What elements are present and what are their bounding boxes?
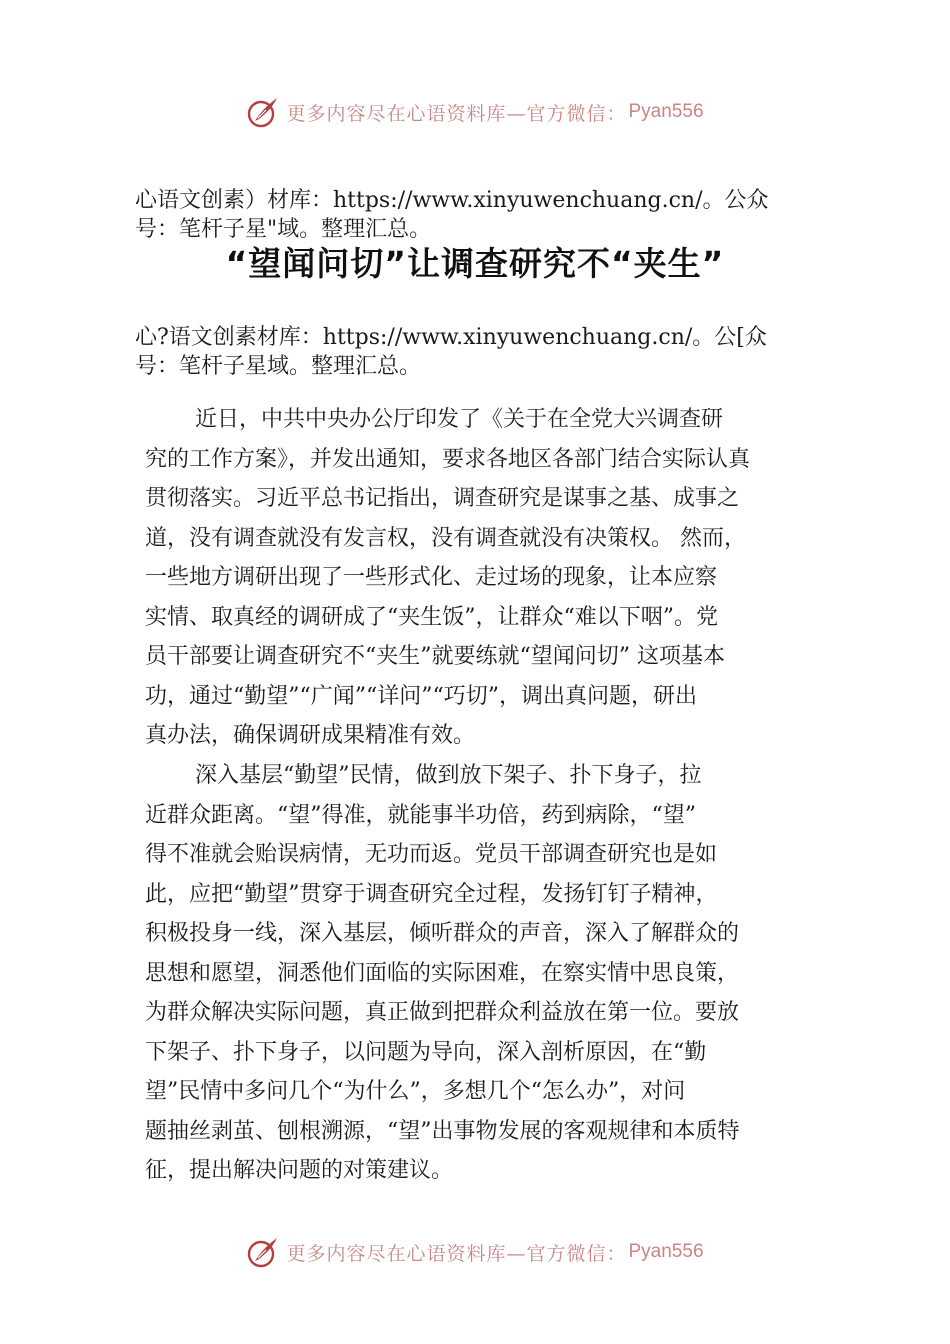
paragraph-line: 员干部要让调查研究不“夹生”就要练就“望闻问切” 这项基本 [145, 644, 725, 669]
source-note-1 [135, 186, 835, 244]
paragraph-line: 征，提出解决问题的对策建议。 [145, 1158, 454, 1183]
paragraph-line: 积极投身一线，深入基层，倾听群众的声音，深入了解群众的 [145, 921, 740, 946]
paragraph-line: 道，没有调查就没有发言权，没有调查就没有决策权。 然而， [145, 525, 746, 551]
quill-logo-icon [246, 95, 280, 129]
paragraph-line: 得不准就会贻误病情，无功而返。党员干部调查研究也是如 [145, 842, 718, 867]
paragraph-1 [145, 400, 825, 756]
paragraph-line: 此，应把“勤望”贯穿于调查研究全过程，发扬钉钉子精神， [145, 881, 718, 907]
source-note-line: 号：笔杆子星"域。整理汇总。 [135, 217, 432, 242]
source-note-line: 心语文创素）材库：https://www.xinyuwenchuang.cn/。公众 [135, 188, 769, 213]
paragraph-line: 近日，中共中央办公厅印发了《关于在全党大兴调查研 [195, 407, 724, 432]
article-title: “望闻问切”让调查研究不“夹生” [225, 244, 725, 283]
paragraph-line: 贯彻落实。习近平总书记指出，调查研究是谋事之基、成事之 [145, 486, 740, 511]
source-note-line: 心?语文创素材库：https://www.xinyuwenchuang.cn/。公[众 [135, 325, 767, 350]
footer-watermark [0, 1232, 950, 1272]
paragraph-line: 深入基层“勤望”民情，做到放下架子、扑下身子，拉 [195, 763, 702, 788]
watermark-wechat-id: Pyan556 [628, 1241, 704, 1262]
paragraph-line: 真办法，确保调研成果精准有效。 [145, 723, 476, 748]
paragraph-line: 实情、取真经的调研成了“夹生饭”，让群众“难以下咽”。党 [145, 604, 718, 630]
source-note-line: 号：笔杆子星域。整理汇总。 [135, 354, 422, 379]
paragraph-line: 近群众距离。“望”得准，就能事半功倍，药到病除，“望” [145, 802, 696, 828]
watermark-text: 更多内容尽在心语资料库—官方微信： [286, 1242, 627, 1265]
paragraph-line: 一些地方调研出现了一些形式化、走过场的现象，让本应察 [145, 565, 718, 590]
watermark-wechat-id: Pyan556 [628, 101, 704, 122]
paragraph-line: 下架子、扑下身子，以问题为导向，深入剖析原因，在“勤 [145, 1039, 707, 1065]
paragraph-line: 究的工作方案》，并发出通知，要求各地区各部门结合实际认真 [145, 446, 751, 472]
quill-logo-icon [246, 1235, 280, 1269]
paragraph-line: 题抽丝剥茧、刨根溯源，“望”出事物发展的客观规律和本质特 [145, 1118, 740, 1144]
paragraph-line: 望”民情中多问几个“为什么”，多想几个“怎么办”，对问 [145, 1079, 686, 1104]
watermark-text: 更多内容尽在心语资料库—官方微信： [286, 102, 627, 125]
paragraph-line: 功，通过“勤望”“广闻”“详问”“巧切”，调出真问题，研出 [145, 683, 697, 709]
source-note-2 [135, 323, 835, 381]
paragraph-2 [145, 756, 825, 1191]
paragraph-line: 思想和愿望，洞悉他们面临的实际困难，在察实情中思良策， [145, 960, 740, 986]
header-watermark [0, 92, 950, 132]
paragraph-line: 为群众解决实际问题，真正做到把群众利益放在第一位。要放 [145, 1000, 740, 1025]
